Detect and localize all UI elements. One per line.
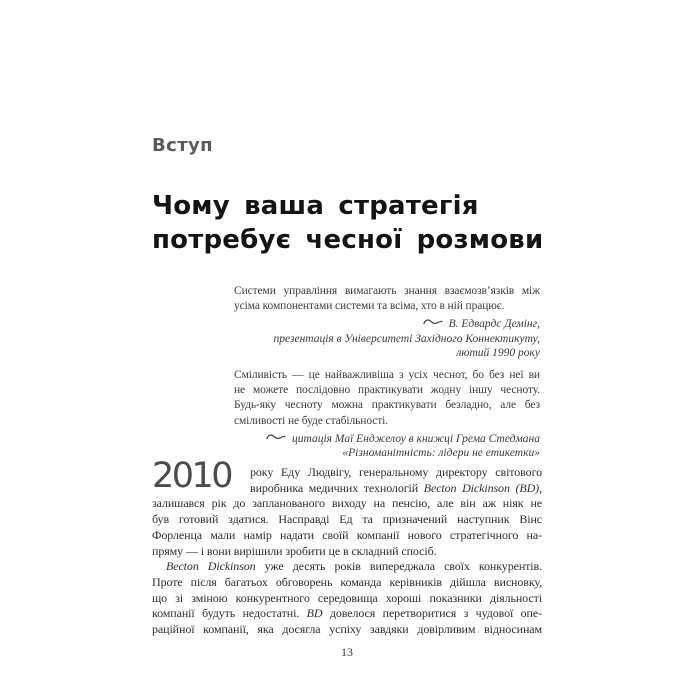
quote-line: Системи управління вимагають знання взаємозв’язків між — [234, 285, 540, 297]
attribution-line: цитація Маї Енджелоу в книжці Грема Стедмана — [234, 432, 540, 446]
body-text-segment: залишався рік до запланованого виходу на пенсію, але він аж ніяк не — [152, 496, 542, 511]
body-line — [152, 606, 542, 622]
body-text-segment: уже десять років випереджала своїх конкурентів. — [255, 559, 542, 574]
body-text-segment: Форленца мали намір надати своїй компанії нового стратегічного на- — [152, 527, 542, 542]
chapter-title-line-1: Чому ваша стратегія — [152, 191, 479, 221]
epigraph-section — [234, 284, 540, 460]
body-text-segment: що зі зміною конкурентного середовища хороші показники діяльності — [152, 590, 542, 605]
body-text — [152, 456, 542, 638]
body-text-segment: пряму — і вони вирішили зробити це в складний спосіб. — [152, 543, 437, 558]
swash-ornament-icon — [266, 433, 286, 441]
body-line — [152, 544, 542, 560]
body-line — [152, 591, 542, 607]
attribution-line: В. Едвардс Демінг, — [234, 317, 540, 331]
body-text-segment: був готовий здатися. Насправді Ед та призначений наступник Вінс — [152, 512, 542, 527]
dropcap-year: 2010 — [152, 456, 232, 496]
quote-line: сміливості не буде стабільності. — [234, 414, 389, 427]
body-text-segment: , — [539, 480, 542, 495]
body-line — [152, 622, 542, 638]
quote-line: не можете послідовно практикувати жодну іншу чесноту. — [234, 384, 540, 397]
quote-line: усіма компонентами системи та всіма, хто в ній працює. — [234, 300, 505, 313]
quote-line: Будь-яку чесноту можна практикувати безладно, але без — [234, 399, 540, 412]
attribution-line: лютий 1990 року — [456, 346, 540, 359]
body-text-segment: року Еду Людвігу, генеральному директору світового — [250, 465, 542, 479]
chapter-title-line-2: потребує чесної розмови — [152, 225, 544, 255]
body-line — [152, 575, 542, 591]
body-text-segment: Проте після багатьох обговорень команда керівників дійшла висновку, — [152, 574, 542, 589]
quote-line: Сміливість — це найважливіша з усіх чеснот, бо без неї ви — [234, 369, 540, 382]
attribution-line: презентація в Університеті Західного Коннектикуту, — [273, 332, 540, 345]
body-line — [152, 512, 542, 528]
epigraph — [234, 368, 540, 460]
attribution — [234, 432, 540, 460]
body-text-segment: раційної компанії, яка досягла успіху завдяки довірливим відносинам — [152, 622, 542, 637]
swash-ornament-icon — [423, 318, 443, 326]
body-text-segment: довелося перетворитися з чудової опе- — [322, 606, 542, 621]
body-line — [152, 528, 542, 544]
attribution — [234, 317, 540, 360]
epigraph — [234, 284, 540, 360]
body-text-segment: компанії будуть недостатні. — [152, 606, 307, 621]
page-number: 13 — [341, 645, 353, 659]
chapter-kicker: Вступ — [152, 135, 213, 156]
italic-text: Becton Dickinson (BD) — [423, 480, 540, 495]
italic-text: BD — [306, 606, 323, 621]
body-line — [152, 559, 542, 575]
body-line — [250, 465, 542, 481]
body-text-segment: виробника медичних технологій — [250, 480, 424, 495]
body-line — [152, 496, 542, 512]
body-line — [250, 481, 542, 497]
italic-text: Becton Dickinson — [166, 559, 256, 574]
attribution-line: «Різноманітність: лідери не етикетки» — [342, 447, 540, 460]
chapter-title — [152, 189, 592, 257]
